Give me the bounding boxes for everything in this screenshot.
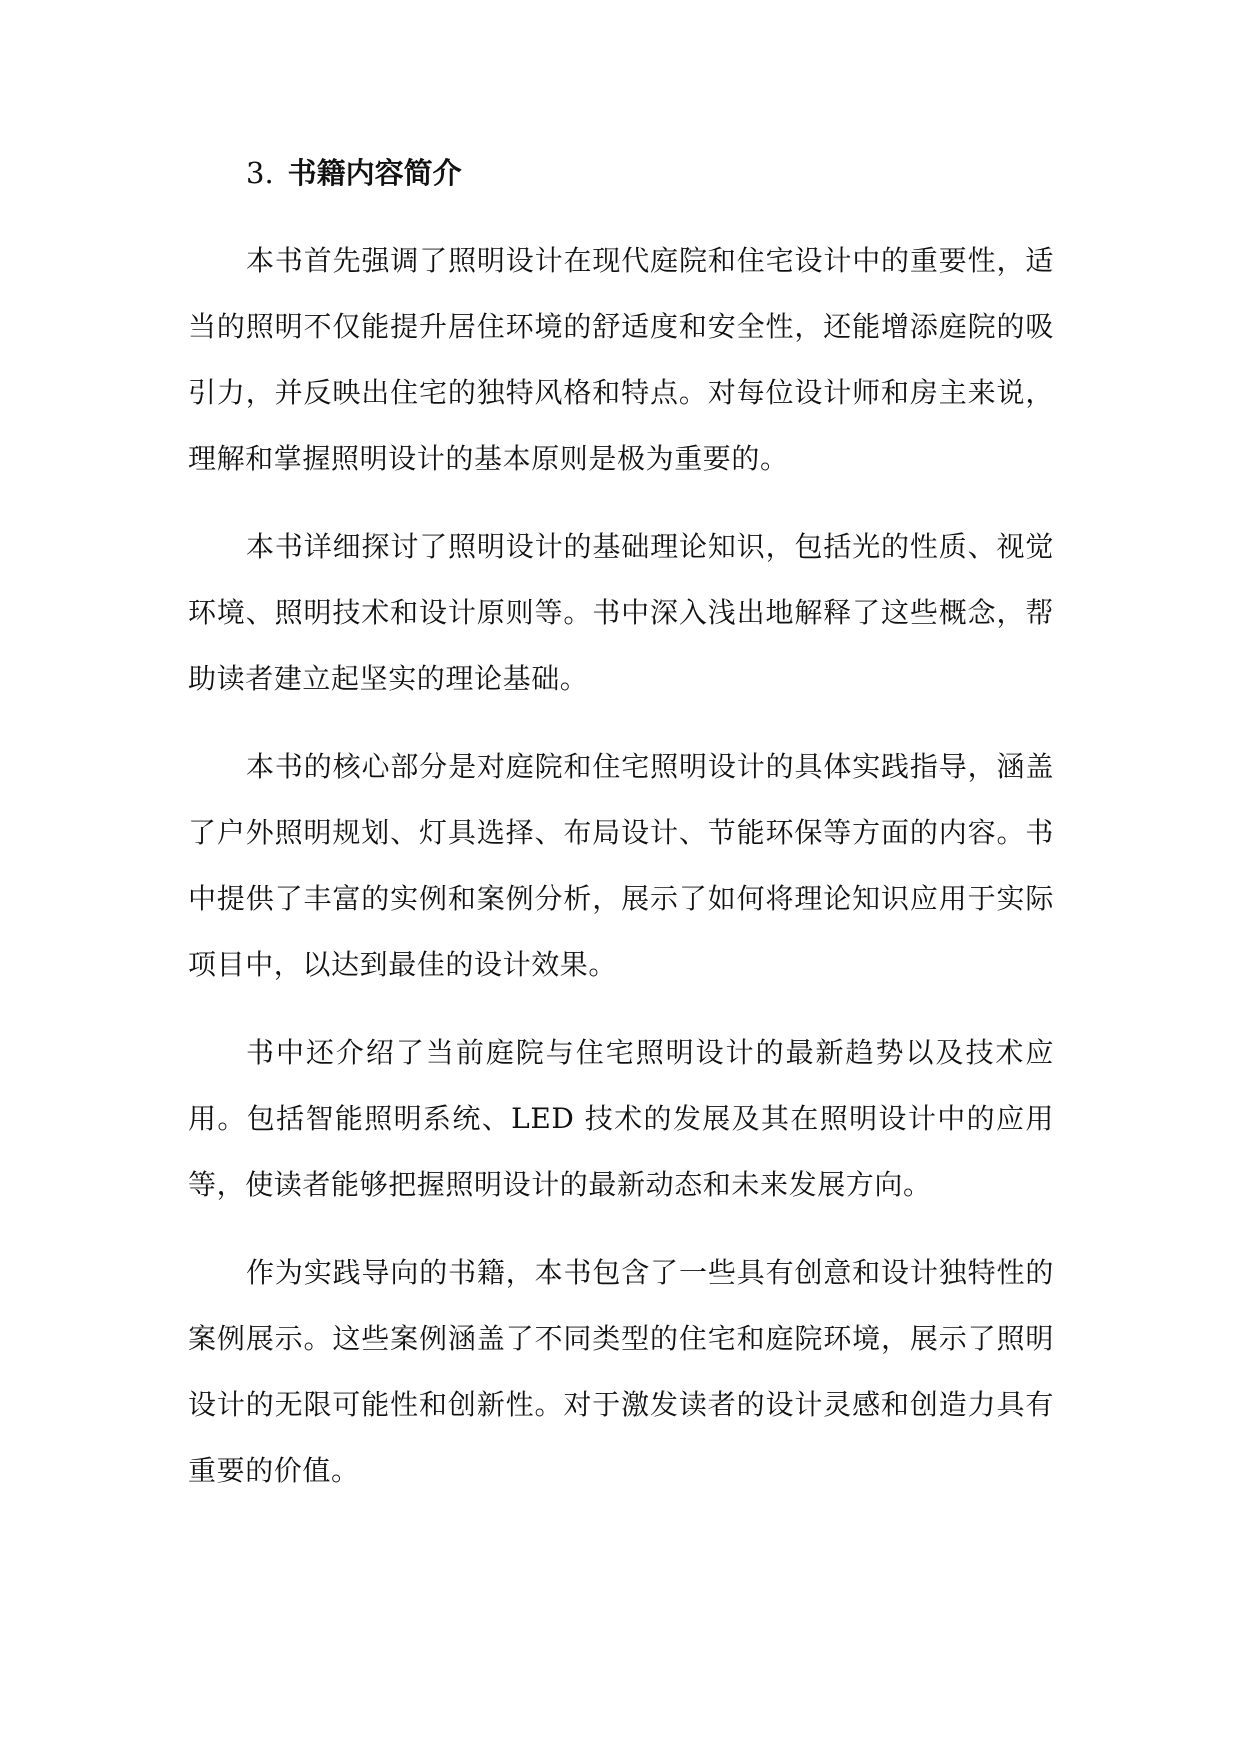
paragraph-practice: 本书的核心部分是对庭院和住宅照明设计的具体实践指导，涵盖了户外照明规划、灯具选择、布局设计、节能环保等方面的内容。书中提供了丰富的实例和案例分析，展示了如何将理论知识应用于实际项目中，以达到最佳的设计效果。	[188, 750, 1054, 981]
section-number: 3.	[246, 156, 274, 190]
paragraph-importance: 本书首先强调了照明设计在现代庭院和住宅设计中的重要性，适当的照明不仅能提升居住环境的舒适度和安全性，还能增添庭院的吸引力，并反映出住宅的独特风格和特点。对每位设计师和房主来说，理解和掌握照明设计的基本原则是极为重要的。	[188, 244, 1054, 475]
page-content	[188, 140, 1054, 1504]
paragraph-theory: 本书详细探讨了照明设计的基础理论知识，包括光的性质、视觉环境、照明技术和设计原则等。书中深入浅出地解释了这些概念，帮助读者建立起坚实的理论基础。	[188, 530, 1054, 695]
section-title: 书籍内容简介	[287, 156, 462, 190]
section-heading	[188, 140, 1054, 206]
paragraph-trends: 书中还介绍了当前庭院与住宅照明设计的最新趋势以及技术应用。包括智能照明系统、LED 技术的发展及其在照明设计中的应用等，使读者能够把握照明设计的最新动态和未来发展方向。	[188, 1036, 1054, 1201]
paragraph-cases: 作为实践导向的书籍，本书包含了一些具有创意和设计独特性的案例展示。这些案例涵盖了不同类型的住宅和庭院环境，展示了照明设计的无限可能性和创新性。对于激发读者的设计灵感和创造力具有重要的价值。	[188, 1256, 1054, 1487]
